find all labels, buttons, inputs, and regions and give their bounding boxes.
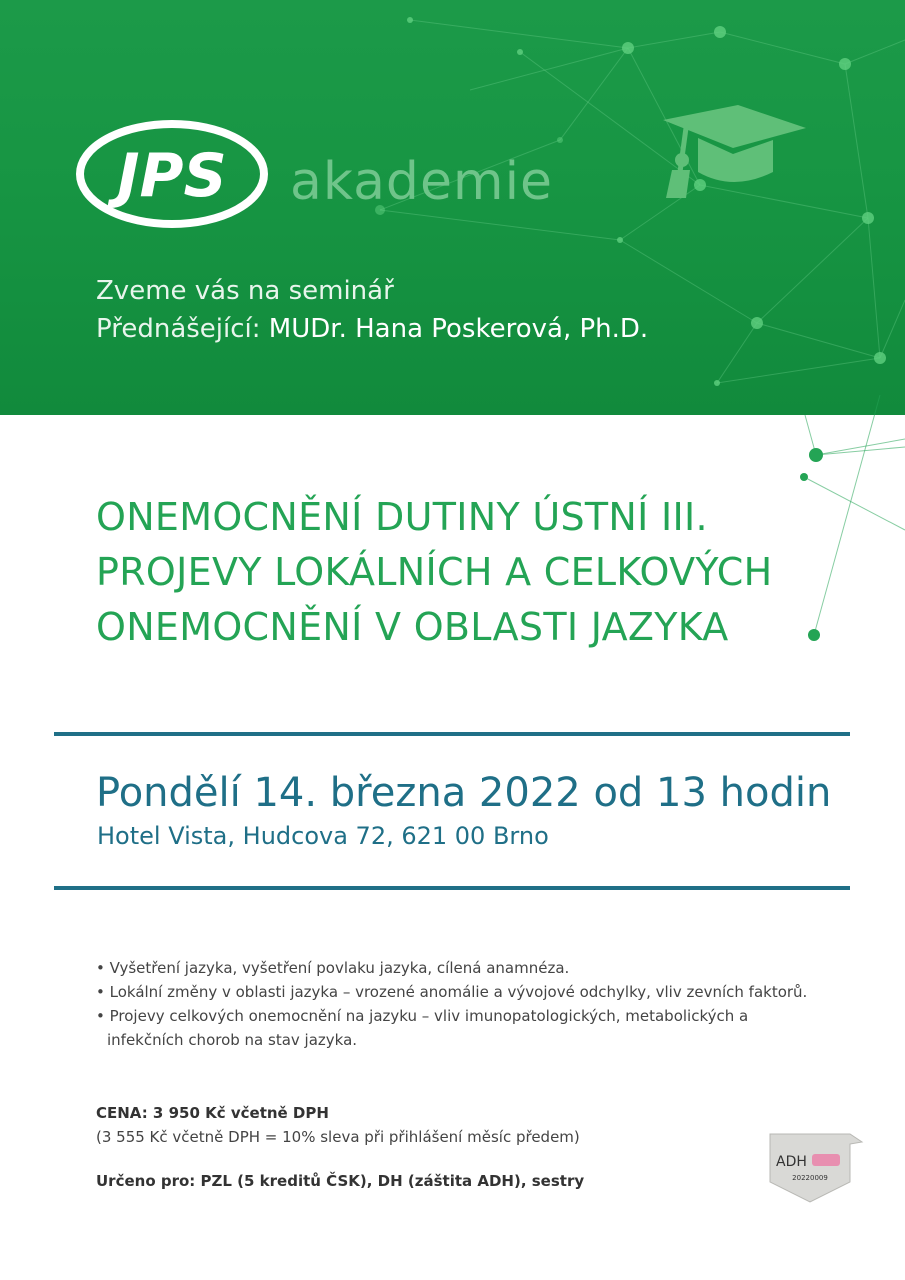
logo-text: JPS	[117, 141, 227, 211]
audience: Určeno pro: PZL (5 kreditů ČSK), DH (záštita ADH), sestry	[96, 1172, 585, 1190]
list-item: • Vyšetření jazyka, vyšetření povlaku jazyka, cílená anamnéza.	[96, 956, 826, 980]
event-date: Pondělí 14. března 2022 od 13 hodin	[96, 770, 832, 816]
topic-list	[96, 956, 826, 1052]
divider-bottom	[54, 886, 850, 890]
brand-word: akademie	[290, 152, 554, 212]
title-line-2: PROJEVY LOKÁLNÍCH A CELKOVÝCH	[96, 550, 773, 594]
lecturer-label: Přednášející:	[96, 314, 261, 344]
adh-seal-icon	[766, 1132, 866, 1204]
seal-code: 20220009	[792, 1174, 828, 1182]
lecturer-line	[96, 314, 648, 344]
title-line-1: ONEMOCNĚNÍ DUTINY ÚSTNÍ III.	[96, 495, 708, 539]
event-venue: Hotel Vista, Hudcova 72, 621 00 Brno	[97, 822, 549, 850]
seal-label: ADH	[776, 1154, 807, 1170]
jps-logo	[76, 118, 268, 230]
seminar-title	[96, 490, 836, 655]
graduation-cap-icon	[658, 100, 808, 210]
divider-top	[54, 732, 850, 736]
header-banner	[0, 0, 905, 415]
title-line-3: ONEMOCNĚNÍ V OBLASTI JAZYKA	[96, 605, 729, 649]
price: CENA: 3 950 Kč včetně DPH	[96, 1104, 329, 1122]
price-note: (3 555 Kč včetně DPH = 10% sleva při přihlášení měsíc předem)	[96, 1128, 580, 1146]
lecturer-name: MUDr. Hana Poskerová, Ph.D.	[268, 314, 649, 344]
list-item: • Projevy celkových onemocnění na jazyku – vliv imunopatologických, metabolických a infekčních chorob na stav jazyka.	[96, 1004, 826, 1052]
list-item: • Lokální změny v oblasti jazyka – vrozené anomálie a vývojové odchylky, vliv zevních faktorů.	[96, 980, 826, 1004]
invite-text: Zveme vás na seminář	[96, 276, 394, 306]
